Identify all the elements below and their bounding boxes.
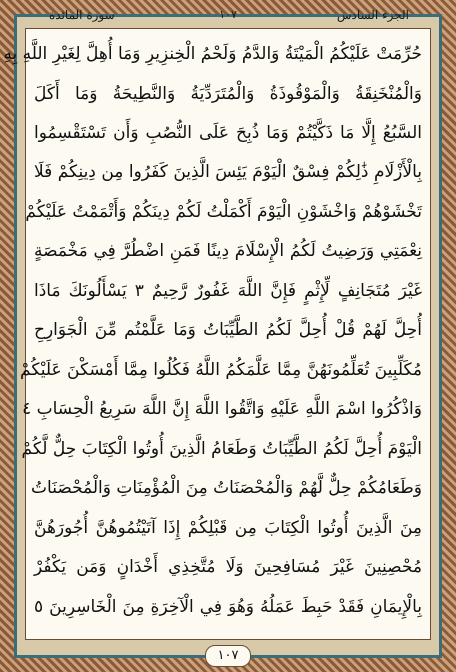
page-header [25, 4, 431, 28]
header-page-marker: ١٠٧ [219, 8, 237, 21]
text-line: وَالْمُنْخَنِقَةُ وَالْمَوْقُوذَةُ وَالْمُتَرَدِّيَةُ وَالنَّطِيحَةُ وَمَا أَكَلَ [34, 84, 422, 104]
text-line: بِالْأَزْلَامِ ذَٰلِكُمْ فِسْقٌ الْيَوْمَ يَئِسَ الَّذِينَ كَفَرُوا مِن دِينِكُمْ فَلَا [34, 162, 422, 182]
text-line: مُحْصِنِينَ غَيْرَ مُسَافِحِينَ وَلَا مُتَّخِذِي أَخْدَانٍ وَمَن يَكْفُرْ [34, 557, 422, 577]
text-line: نِعْمَتِي وَرَضِيتُ لَكُمُ الْإِسْلَامَ دِينًا فَمَنِ اضْطُرَّ فِي مَخْمَصَةٍ [34, 241, 422, 261]
text-line: وَاذْكُرُوا اسْمَ اللَّهِ عَلَيْهِ وَاتَّقُوا اللَّهَ إِنَّ اللَّهَ سَرِيعُ الْحِسَابِ ٤ [22, 399, 422, 419]
text-line: الْيَوْمَ أُحِلَّ لَكُمُ الطَّيِّبَاتُ وَطَعَامُ الَّذِينَ أُوتُوا الْكِتَابَ حِلٌّ لَّكُمْ [21, 439, 422, 459]
juz-title: الجزء السادس [336, 8, 409, 22]
text-line: مُكَلِّبِينَ تُعَلِّمُونَهُنَّ مِمَّا عَلَّمَكُمُ اللَّهُ فَكُلُوا مِمَّا أَمْسَكْنَ عَلَيْكُمْ [20, 360, 422, 380]
text-line: تَخْشَوْهُمْ وَاخْشَوْنِ الْيَوْمَ أَكْمَلْتُ لَكُمْ دِينَكُمْ وَأَتْمَمْتُ عَلَيْكُمْ [25, 202, 422, 222]
page-footer [0, 640, 456, 668]
text-line: أُحِلَّ لَهُمْ قُلْ أُحِلَّ لَكُمُ الطَّيِّبَاتُ وَمَا عَلَّمْتُم مِّنَ الْجَوَارِحِ [34, 320, 422, 340]
text-line: حُرِّمَتْ عَلَيْكُمُ الْمَيْتَةُ وَالدَّمُ وَلَحْمُ الْخِنزِيرِ وَمَا أُهِلَّ لِغَيْرِ اللَّهِ بِهِ [3, 44, 422, 64]
text-line: السَّبُعُ إِلَّا مَا ذَكَّيْتُمْ وَمَا ذُبِحَ عَلَى النُّصُبِ وَأَن تَسْتَقْسِمُوا [34, 123, 422, 143]
text-line: غَيْرَ مُتَجَانِفٍ لِّإِثْمٍ فَإِنَّ اللَّهَ غَفُورٌ رَّحِيمٌ ٣ يَسْأَلُونَكَ مَاذَا [34, 281, 423, 301]
text-line: وَطَعَامُكُمْ حِلٌّ لَّهُمْ وَالْمُحْصَنَاتُ مِنَ الْمُؤْمِنَاتِ وَالْمُحْصَنَاتُ [31, 478, 422, 498]
surah-title: سورة المائدة [49, 8, 115, 22]
text-line: مِنَ الَّذِينَ أُوتُوا الْكِتَابَ مِن قَبْلِكُمْ إِذَا آتَيْتُمُوهُنَّ أُجُورَهُنَّ [34, 518, 422, 538]
quran-text [3, 38, 423, 634]
text-line: بِالْإِيمَانِ فَقَدْ حَبِطَ عَمَلُهُ وَهُوَ فِي الْآخِرَةِ مِنَ الْخَاسِرِينَ ٥ [34, 597, 422, 617]
page-number: ١٠٧ [205, 645, 252, 667]
